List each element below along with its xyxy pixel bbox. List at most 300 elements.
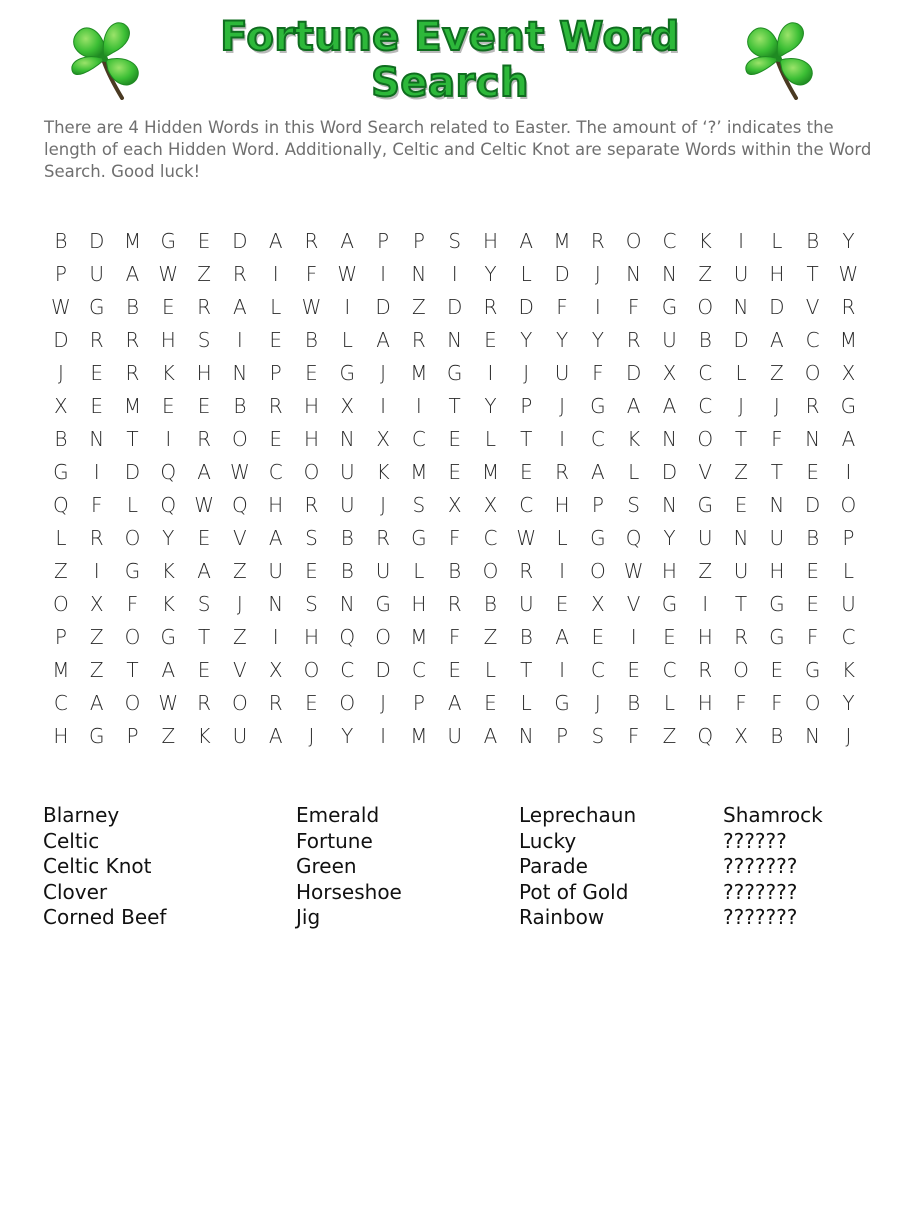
grid-letter[interactable]: U <box>697 525 713 550</box>
grid-letter[interactable]: M <box>123 393 142 418</box>
grid-letter[interactable]: H <box>303 426 319 451</box>
grid-letter[interactable]: Z <box>89 657 104 682</box>
grid-letter[interactable]: I <box>344 294 351 319</box>
grid-letter[interactable]: I <box>559 426 565 451</box>
grid-letter[interactable]: B <box>125 294 140 319</box>
grid-letter[interactable]: J <box>559 393 565 418</box>
grid-letter[interactable]: G <box>375 591 391 616</box>
grid-letter[interactable]: I <box>594 294 601 319</box>
grid-letter[interactable]: Q <box>232 492 248 517</box>
grid-letter[interactable]: F <box>627 294 640 319</box>
grid-letter[interactable]: A <box>555 624 569 649</box>
grid-letter[interactable]: D <box>804 492 821 517</box>
grid-letter[interactable]: L <box>663 690 676 715</box>
grid-letter[interactable]: I <box>451 261 458 286</box>
grid-letter[interactable]: T <box>197 624 211 649</box>
grid-letter[interactable]: R <box>483 294 498 319</box>
grid-letter[interactable]: X <box>662 360 677 385</box>
grid-letter[interactable]: F <box>448 525 461 550</box>
grid-letter[interactable]: N <box>447 327 463 352</box>
grid-letter[interactable]: Z <box>483 624 498 649</box>
grid-letter[interactable]: U <box>733 558 749 583</box>
grid-letter[interactable]: R <box>626 327 641 352</box>
grid-letter[interactable]: A <box>268 723 283 748</box>
grid-letter[interactable]: F <box>90 492 103 517</box>
grid-letter[interactable]: I <box>559 657 565 682</box>
grid-letter[interactable]: T <box>734 591 748 616</box>
grid-letter[interactable]: R <box>841 294 856 319</box>
grid-letter[interactable]: H <box>661 558 677 583</box>
grid-letter[interactable]: B <box>54 228 68 253</box>
grid-letter[interactable]: U <box>375 558 391 583</box>
grid-letter[interactable]: D <box>625 360 642 385</box>
grid-letter[interactable]: F <box>771 426 783 451</box>
grid-letter[interactable]: M <box>410 723 428 748</box>
grid-letter[interactable]: U <box>733 261 749 286</box>
grid-letter[interactable]: G <box>339 360 356 385</box>
grid-letter[interactable]: E <box>197 657 211 682</box>
grid-letter[interactable]: J <box>380 690 387 715</box>
grid-letter[interactable]: G <box>590 525 606 550</box>
grid-letter[interactable]: H <box>411 591 427 616</box>
grid-letter[interactable]: M <box>410 624 428 649</box>
grid-letter[interactable]: E <box>591 624 605 649</box>
grid-letter[interactable]: K <box>376 459 390 484</box>
grid-letter[interactable]: E <box>770 657 784 682</box>
grid-letter[interactable]: N <box>733 294 749 319</box>
grid-letter[interactable]: C <box>483 525 498 550</box>
grid-letter[interactable]: F <box>627 723 640 748</box>
grid-letter[interactable]: G <box>804 657 821 682</box>
grid-letter[interactable]: D <box>232 228 248 253</box>
grid-letter[interactable]: R <box>197 426 212 451</box>
grid-letter[interactable]: O <box>232 426 248 451</box>
grid-letter[interactable]: E <box>161 294 175 319</box>
grid-letter[interactable]: Y <box>162 525 175 550</box>
grid-letter[interactable]: G <box>53 459 69 484</box>
grid-letter[interactable]: Z <box>161 723 176 748</box>
grid-letter[interactable]: P <box>556 723 569 748</box>
grid-letter[interactable]: M <box>481 459 500 484</box>
grid-letter[interactable]: E <box>663 624 676 649</box>
grid-letter[interactable]: K <box>161 591 175 616</box>
grid-letter[interactable]: R <box>734 624 748 649</box>
grid-letter[interactable]: J <box>236 591 243 616</box>
grid-letter[interactable]: D <box>375 657 391 682</box>
grid-letter[interactable]: X <box>54 393 68 418</box>
grid-letter[interactable]: F <box>126 591 139 616</box>
grid-letter[interactable]: O <box>804 690 821 715</box>
grid-letter[interactable]: V <box>233 525 247 550</box>
grid-letter[interactable]: C <box>340 657 355 682</box>
grid-letter[interactable]: O <box>375 624 391 649</box>
grid-letter[interactable]: O <box>733 657 749 682</box>
grid-letter[interactable]: E <box>734 492 748 517</box>
grid-letter[interactable]: R <box>89 327 104 352</box>
grid-letter[interactable]: T <box>734 426 748 451</box>
grid-letter[interactable]: X <box>340 393 355 418</box>
grid-letter[interactable]: J <box>308 723 315 748</box>
grid-letter[interactable]: Z <box>698 558 713 583</box>
grid-letter[interactable]: Z <box>197 261 211 286</box>
grid-letter[interactable]: A <box>161 657 176 682</box>
grid-letter[interactable]: C <box>805 327 820 352</box>
grid-letter[interactable]: D <box>53 327 69 352</box>
grid-letter[interactable]: K <box>161 360 175 385</box>
grid-letter[interactable]: H <box>268 492 284 517</box>
grid-letter[interactable]: I <box>272 624 279 649</box>
grid-letter[interactable]: E <box>484 690 497 715</box>
grid-letter[interactable]: T <box>520 426 533 451</box>
grid-letter[interactable]: Q <box>339 624 356 649</box>
grid-letter[interactable]: B <box>340 558 354 583</box>
grid-letter[interactable]: C <box>411 426 426 451</box>
grid-letter[interactable]: E <box>448 657 461 682</box>
grid-letter[interactable]: N <box>232 360 248 385</box>
grid-letter[interactable]: U <box>232 723 248 748</box>
grid-letter[interactable]: W <box>158 690 179 715</box>
grid-letter[interactable]: E <box>448 426 461 451</box>
grid-letter[interactable]: U <box>554 360 570 385</box>
grid-letter[interactable]: H <box>769 558 785 583</box>
grid-letter[interactable]: F <box>592 360 604 385</box>
grid-letter[interactable]: C <box>590 657 605 682</box>
grid-letter[interactable]: U <box>89 261 105 286</box>
grid-letter[interactable]: O <box>303 657 320 682</box>
grid-letter[interactable]: V <box>698 459 713 484</box>
grid-letter[interactable]: I <box>380 393 387 418</box>
grid-letter[interactable]: R <box>519 558 534 583</box>
grid-letter[interactable]: C <box>590 426 605 451</box>
grid-letter[interactable]: G <box>160 228 177 253</box>
grid-letter[interactable]: O <box>589 558 606 583</box>
grid-letter[interactable]: P <box>126 723 139 748</box>
grid-letter[interactable]: C <box>53 690 68 715</box>
grid-letter[interactable]: N <box>339 426 355 451</box>
grid-letter[interactable]: G <box>88 294 105 319</box>
grid-letter[interactable]: E <box>305 360 318 385</box>
grid-letter[interactable]: C <box>698 393 713 418</box>
grid-letter[interactable]: X <box>89 591 104 616</box>
grid-letter[interactable]: W <box>337 261 358 286</box>
grid-letter[interactable]: I <box>380 261 387 286</box>
grid-letter[interactable]: J <box>738 393 744 418</box>
grid-letter[interactable]: N <box>268 591 284 616</box>
grid-letter[interactable]: T <box>520 657 533 682</box>
grid-letter[interactable]: J <box>380 492 387 517</box>
grid-letter[interactable]: E <box>197 525 211 550</box>
grid-letter[interactable]: M <box>410 360 428 385</box>
grid-letter[interactable]: Y <box>341 723 354 748</box>
grid-letter[interactable]: Z <box>233 624 247 649</box>
grid-letter[interactable]: P <box>412 228 425 253</box>
grid-letter[interactable]: S <box>197 591 211 616</box>
grid-letter[interactable]: L <box>413 558 425 583</box>
grid-letter[interactable]: U <box>769 525 785 550</box>
grid-letter[interactable]: B <box>340 525 354 550</box>
grid-letter[interactable]: O <box>625 228 642 253</box>
grid-letter[interactable]: Z <box>734 459 748 484</box>
grid-letter[interactable]: L <box>771 228 783 253</box>
grid-letter[interactable]: A <box>268 228 283 253</box>
grid-letter[interactable]: W <box>51 294 71 319</box>
grid-letter[interactable]: S <box>305 591 318 616</box>
grid-letter[interactable]: I <box>165 426 172 451</box>
grid-letter[interactable]: G <box>661 294 678 319</box>
grid-letter[interactable]: J <box>594 261 601 286</box>
grid-letter[interactable]: R <box>376 525 391 550</box>
grid-letter[interactable]: Y <box>842 690 855 715</box>
grid-letter[interactable]: G <box>88 723 105 748</box>
grid-letter[interactable]: O <box>124 690 141 715</box>
grid-letter[interactable]: D <box>375 294 391 319</box>
grid-letter[interactable]: T <box>770 459 783 484</box>
grid-letter[interactable]: E <box>90 360 104 385</box>
grid-letter[interactable]: W <box>194 492 214 517</box>
grid-letter[interactable]: N <box>89 426 105 451</box>
grid-letter[interactable]: I <box>738 228 744 253</box>
grid-letter[interactable]: M <box>123 228 142 253</box>
grid-letter[interactable]: H <box>303 393 319 418</box>
grid-letter[interactable]: G <box>769 624 785 649</box>
grid-letter[interactable]: R <box>304 492 319 517</box>
grid-letter[interactable]: A <box>197 558 211 583</box>
grid-letter[interactable]: Z <box>769 360 784 385</box>
grid-letter[interactable]: U <box>662 327 677 352</box>
grid-letter[interactable]: Y <box>842 228 855 253</box>
grid-letter[interactable]: H <box>554 492 570 517</box>
grid-letter[interactable]: E <box>448 459 461 484</box>
grid-letter[interactable]: A <box>268 525 283 550</box>
grid-letter[interactable]: R <box>268 690 283 715</box>
grid-letter[interactable]: E <box>806 459 819 484</box>
grid-letter[interactable]: R <box>125 327 140 352</box>
grid-letter[interactable]: I <box>380 723 387 748</box>
grid-letter[interactable]: D <box>769 294 785 319</box>
grid-letter[interactable]: H <box>482 228 498 253</box>
grid-letter[interactable]: F <box>806 624 819 649</box>
grid-letter[interactable]: O <box>124 624 141 649</box>
grid-letter[interactable]: E <box>269 327 282 352</box>
grid-letter[interactable]: X <box>268 657 283 682</box>
grid-letter[interactable]: B <box>806 228 820 253</box>
grid-letter[interactable]: N <box>411 261 427 286</box>
grid-letter[interactable]: J <box>523 360 530 385</box>
grid-letter[interactable]: Y <box>484 393 497 418</box>
grid-letter[interactable]: R <box>232 261 247 286</box>
grid-letter[interactable]: B <box>54 426 68 451</box>
grid-letter[interactable]: I <box>93 558 100 583</box>
grid-letter[interactable]: G <box>769 591 785 616</box>
grid-letter[interactable]: L <box>520 690 532 715</box>
grid-letter[interactable]: D <box>661 459 678 484</box>
grid-letter[interactable]: O <box>53 591 69 616</box>
grid-letter[interactable]: A <box>89 690 104 715</box>
grid-letter[interactable]: E <box>197 393 211 418</box>
grid-letter[interactable]: N <box>805 426 821 451</box>
grid-letter[interactable]: X <box>483 492 498 517</box>
grid-letter[interactable]: J <box>594 690 601 715</box>
grid-letter[interactable]: T <box>806 261 819 286</box>
grid-letter[interactable]: D <box>733 327 749 352</box>
grid-letter[interactable]: L <box>556 525 568 550</box>
grid-letter[interactable]: O <box>232 690 248 715</box>
grid-letter[interactable]: N <box>626 261 642 286</box>
grid-letter[interactable]: D <box>124 459 141 484</box>
grid-letter[interactable]: S <box>412 492 426 517</box>
word-search-grid[interactable] <box>43 224 866 752</box>
grid-letter[interactable]: X <box>841 360 856 385</box>
grid-letter[interactable]: G <box>160 624 177 649</box>
grid-letter[interactable]: G <box>124 558 141 583</box>
grid-letter[interactable]: F <box>771 690 783 715</box>
grid-letter[interactable]: E <box>90 393 104 418</box>
grid-letter[interactable]: Y <box>484 261 497 286</box>
grid-letter[interactable]: N <box>805 723 821 748</box>
grid-letter[interactable]: A <box>447 690 462 715</box>
grid-letter[interactable]: O <box>303 459 320 484</box>
grid-letter[interactable]: J <box>57 360 64 385</box>
grid-letter[interactable]: E <box>197 228 211 253</box>
grid-letter[interactable]: K <box>627 426 641 451</box>
grid-letter[interactable]: A <box>233 294 247 319</box>
grid-letter[interactable]: H <box>697 690 713 715</box>
grid-letter[interactable]: P <box>412 690 425 715</box>
grid-letter[interactable]: V <box>626 591 641 616</box>
grid-letter[interactable]: K <box>197 723 211 748</box>
grid-letter[interactable]: Z <box>662 723 677 748</box>
grid-letter[interactable]: L <box>55 525 67 550</box>
grid-letter[interactable]: E <box>519 459 533 484</box>
grid-letter[interactable]: A <box>197 459 211 484</box>
grid-letter[interactable]: Q <box>625 525 642 550</box>
grid-letter[interactable]: S <box>627 492 640 517</box>
grid-letter[interactable]: F <box>735 690 747 715</box>
grid-letter[interactable]: G <box>661 591 678 616</box>
grid-letter[interactable]: L <box>341 327 353 352</box>
grid-letter[interactable]: X <box>376 426 390 451</box>
grid-letter[interactable]: M <box>553 228 571 253</box>
grid-letter[interactable]: I <box>559 558 565 583</box>
grid-letter[interactable]: N <box>518 723 534 748</box>
grid-letter[interactable]: W <box>301 294 322 319</box>
grid-letter[interactable]: D <box>554 261 570 286</box>
grid-letter[interactable]: P <box>54 624 67 649</box>
grid-letter[interactable]: D <box>88 228 105 253</box>
grid-letter[interactable]: E <box>161 393 175 418</box>
grid-letter[interactable]: X <box>734 723 748 748</box>
grid-letter[interactable]: W <box>158 261 179 286</box>
grid-letter[interactable]: Y <box>663 525 676 550</box>
grid-letter[interactable]: Z <box>698 261 713 286</box>
grid-letter[interactable]: C <box>662 657 677 682</box>
grid-letter[interactable]: W <box>229 459 250 484</box>
grid-letter[interactable]: C <box>411 657 426 682</box>
grid-letter[interactable]: M <box>52 657 70 682</box>
grid-letter[interactable]: E <box>806 591 819 616</box>
grid-letter[interactable]: P <box>54 261 67 286</box>
grid-letter[interactable]: Y <box>520 327 533 352</box>
grid-letter[interactable]: L <box>126 492 139 517</box>
grid-letter[interactable]: I <box>845 459 852 484</box>
grid-letter[interactable]: T <box>126 657 139 682</box>
grid-letter[interactable]: H <box>196 360 212 385</box>
grid-letter[interactable]: R <box>125 360 140 385</box>
grid-letter[interactable]: A <box>376 327 390 352</box>
grid-letter[interactable]: H <box>303 624 319 649</box>
grid-letter[interactable]: S <box>197 327 211 352</box>
grid-letter[interactable]: L <box>842 558 854 583</box>
grid-letter[interactable]: F <box>556 294 568 319</box>
grid-letter[interactable]: I <box>415 393 422 418</box>
grid-letter[interactable]: E <box>627 657 640 682</box>
grid-letter[interactable]: U <box>518 591 534 616</box>
grid-letter[interactable]: B <box>698 327 712 352</box>
grid-letter[interactable]: W <box>838 261 859 286</box>
grid-letter[interactable]: S <box>591 723 605 748</box>
grid-letter[interactable]: A <box>626 393 641 418</box>
grid-letter[interactable]: S <box>448 228 462 253</box>
grid-letter[interactable]: O <box>482 558 499 583</box>
grid-letter[interactable]: B <box>483 591 498 616</box>
grid-letter[interactable]: L <box>735 360 747 385</box>
grid-letter[interactable]: O <box>840 492 857 517</box>
grid-letter[interactable]: M <box>839 327 858 352</box>
grid-letter[interactable]: R <box>698 657 713 682</box>
grid-letter[interactable]: P <box>591 492 604 517</box>
grid-letter[interactable]: R <box>447 591 462 616</box>
grid-letter[interactable]: Q <box>53 492 69 517</box>
grid-letter[interactable]: A <box>125 261 140 286</box>
grid-letter[interactable]: G <box>840 393 857 418</box>
grid-letter[interactable]: N <box>661 261 677 286</box>
grid-letter[interactable]: A <box>483 723 498 748</box>
grid-letter[interactable]: R <box>555 459 569 484</box>
grid-letter[interactable]: E <box>305 558 318 583</box>
grid-letter[interactable]: B <box>627 690 641 715</box>
grid-letter[interactable]: U <box>339 459 355 484</box>
grid-letter[interactable]: E <box>305 690 318 715</box>
grid-letter[interactable]: L <box>484 657 497 682</box>
grid-letter[interactable]: W <box>516 525 537 550</box>
grid-letter[interactable]: R <box>411 327 426 352</box>
grid-letter[interactable]: I <box>236 327 243 352</box>
grid-letter[interactable]: N <box>339 591 355 616</box>
grid-letter[interactable]: N <box>769 492 785 517</box>
grid-letter[interactable]: R <box>304 228 319 253</box>
grid-letter[interactable]: P <box>520 393 533 418</box>
grid-letter[interactable]: B <box>806 525 820 550</box>
grid-letter[interactable]: R <box>197 294 212 319</box>
grid-letter[interactable]: R <box>590 228 605 253</box>
grid-letter[interactable]: V <box>805 294 820 319</box>
grid-letter[interactable]: N <box>733 525 749 550</box>
grid-letter[interactable]: E <box>555 591 569 616</box>
grid-letter[interactable]: A <box>340 228 355 253</box>
grid-letter[interactable]: A <box>519 228 534 253</box>
grid-letter[interactable]: I <box>93 459 100 484</box>
grid-letter[interactable]: C <box>662 228 677 253</box>
grid-letter[interactable]: Z <box>233 558 247 583</box>
grid-letter[interactable]: Y <box>591 327 604 352</box>
grid-letter[interactable]: G <box>697 492 713 517</box>
grid-letter[interactable]: P <box>377 228 390 253</box>
grid-letter[interactable]: O <box>804 360 821 385</box>
grid-letter[interactable]: Q <box>160 459 177 484</box>
grid-letter[interactable]: K <box>841 657 855 682</box>
grid-letter[interactable]: K <box>698 228 712 253</box>
grid-letter[interactable]: W <box>623 558 644 583</box>
